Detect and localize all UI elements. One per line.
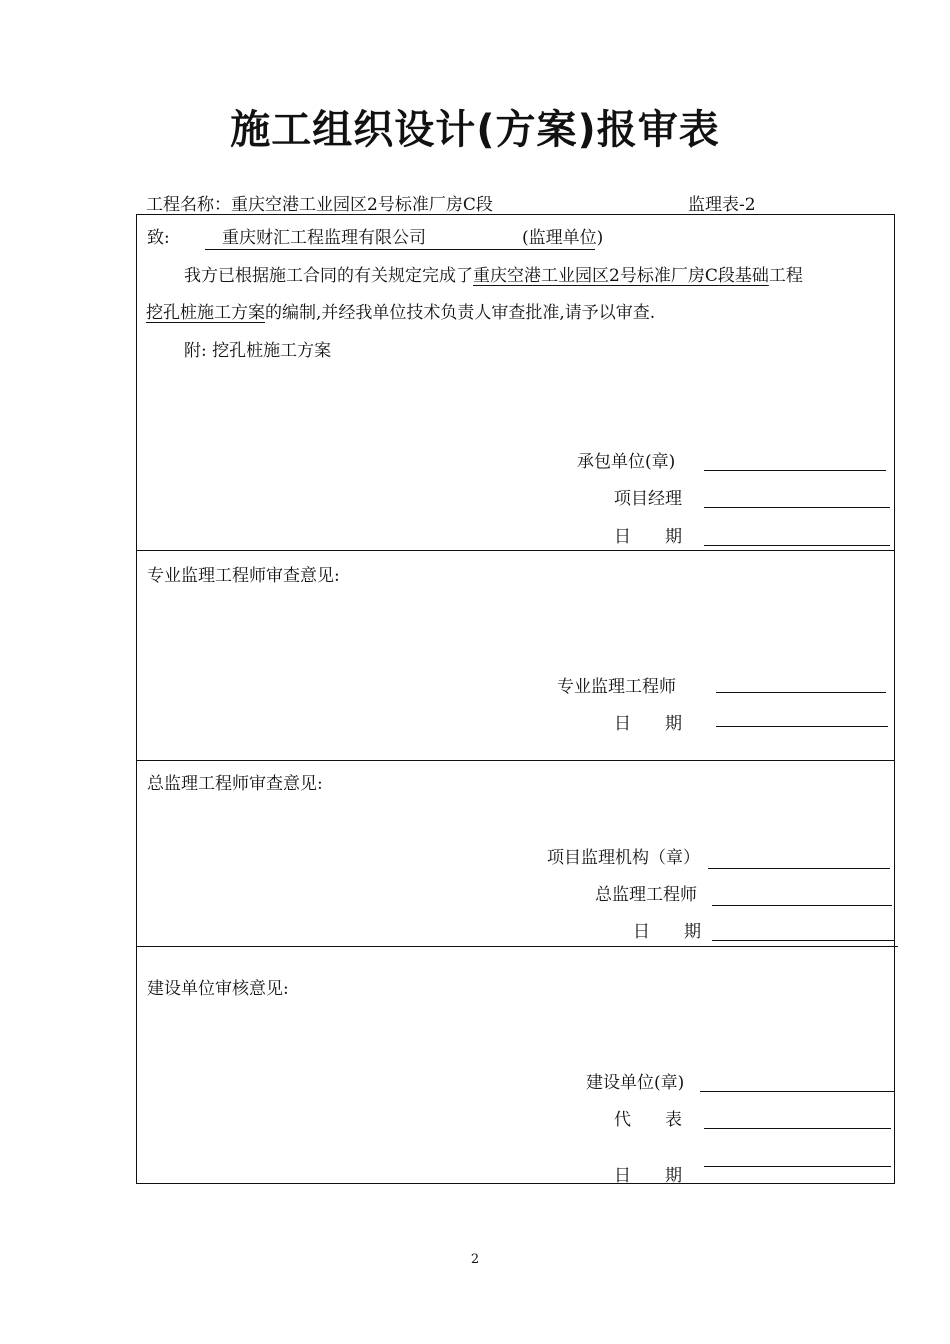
date-line-1 <box>704 545 890 546</box>
section-divider-1 <box>136 550 895 551</box>
project-label: 工程名称： <box>146 195 231 215</box>
project-name-line <box>146 190 493 215</box>
statement-part-2: 工程 <box>768 266 803 286</box>
statement-line-2 <box>146 298 655 323</box>
section-divider-2 <box>136 760 895 761</box>
section-divider-3 <box>136 946 898 947</box>
date-label-4: 日 期 <box>614 1166 682 1186</box>
owner-seal-line <box>700 1091 894 1092</box>
to-suffix: (监理单位) <box>522 228 604 248</box>
representative-line <box>704 1128 891 1129</box>
attachment-line: 附: 挖孔桩施工方案 <box>184 341 332 361</box>
specialist-review-heading: 专业监理工程师审查意见: <box>147 566 340 586</box>
statement-plan-underlined: 挖孔桩施工方案 <box>146 303 265 323</box>
page-number: 2 <box>470 1252 480 1267</box>
to-name: 重庆财汇工程监理有限公司 <box>222 228 426 248</box>
date-line-4 <box>704 1166 891 1167</box>
contractor-seal-label: 承包单位(章) <box>577 452 676 472</box>
date-line-3 <box>712 940 894 941</box>
owner-seal-label: 建设单位(章) <box>586 1073 685 1093</box>
project-manager-line <box>704 507 890 508</box>
owner-review-heading: 建设单位审核意见: <box>147 979 289 999</box>
form-code: 监理表-2 <box>688 195 756 215</box>
project-name: 重庆空港工业园区2号标准厂房C段 <box>231 195 493 215</box>
supervision-org-seal-line <box>708 868 890 869</box>
supervision-org-seal-label: 项目监理机构（章） <box>547 848 700 868</box>
chief-review-heading: 总监理工程师审查意见: <box>147 774 323 794</box>
statement-part-1: 我方已根据施工合同的有关规定完成了 <box>184 266 473 286</box>
page-title: 施工组织设计(方案)报审表 <box>230 107 720 153</box>
specialist-engineer-label: 专业监理工程师 <box>557 677 676 697</box>
chief-engineer-line <box>712 905 892 906</box>
date-line-2 <box>716 726 888 727</box>
statement-line-1 <box>184 261 803 286</box>
date-label-3: 日 期 <box>633 922 701 942</box>
specialist-engineer-line <box>716 692 886 693</box>
date-label-2: 日 期 <box>614 714 682 734</box>
statement-project-underlined: 重庆空港工业园区2号标准厂房C段基础 <box>473 266 769 286</box>
contractor-seal-line <box>704 470 886 471</box>
representative-label: 代 表 <box>614 1110 682 1130</box>
date-label-1: 日 期 <box>614 527 682 547</box>
to-label: 致: <box>147 228 170 248</box>
chief-engineer-label: 总监理工程师 <box>595 885 697 905</box>
project-manager-label: 项目经理 <box>614 489 682 509</box>
statement-part-3: 的编制,并经我单位技术负责人审查批准,请予以审查. <box>265 303 656 323</box>
to-name-underline <box>205 249 595 250</box>
